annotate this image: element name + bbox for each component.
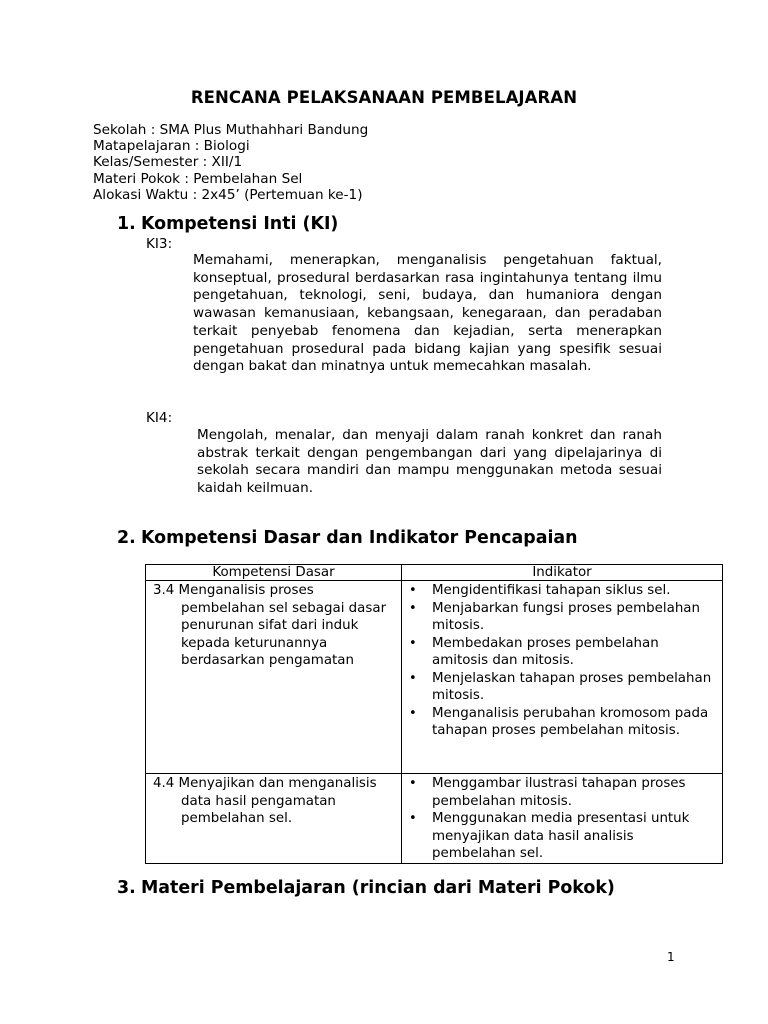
kd-number-text: 3.4 Menganalisis proses (153, 583, 314, 598)
table-cell-indicators (402, 581, 723, 774)
section-3-number: 3. (117, 878, 136, 898)
meta-school: Sekolah : SMA Plus Muthahhari Bandung (93, 122, 369, 138)
competency-table (145, 564, 723, 864)
table-cell-kd (146, 581, 402, 774)
ki4-label: KI4: (146, 410, 173, 426)
table-cell-indicators (402, 774, 723, 864)
section-2-number: 2. (117, 528, 136, 548)
table-row (146, 581, 723, 774)
section-2-heading (117, 528, 578, 548)
kd-continuation-text: data hasil pengamatan pembelahan sel. (181, 793, 336, 826)
header-kompetensi-dasar: Kompetensi Dasar (146, 565, 402, 581)
section-1-heading (117, 214, 338, 234)
ki3-label: KI3: (146, 236, 173, 252)
indicator-item: • Menganalisis perubahan kromosom pada tahapan proses pembelahan mitosis. (432, 705, 718, 740)
kd-continuation-text: pembelahan sel sebagai dasar penurunan sifat dari induk kepada keturunannya berdasarkan pengamatan (181, 600, 387, 668)
header-indikator: Indikator (402, 565, 723, 581)
meta-topic: Materi Pokok : Pembelahan Sel (93, 170, 303, 187)
indicator-item: • Menggunakan media presentasi untuk menyajikan data hasil analisis pembelahan sel. (432, 810, 718, 863)
table-row (146, 774, 723, 864)
ki4-text: Mengolah, menalar, dan menyaji dalam ranah konkret dan ranah abstrak terkait dengan pengembangan dari yang dipelajarinya di sekolah secara mandiri dan mampu menggunakan metoda sesuai kaidah keilmuan. (197, 427, 662, 497)
document-meta (93, 122, 368, 203)
table-header-row (146, 565, 723, 581)
indicator-item: • Membedakan proses pembelahan amitosis dan mitosis. (432, 635, 718, 670)
ki3-text: Memahami, menerapkan, menganalisis pengetahuan faktual, konseptual, prosedural berdasarkan rasa ingintahunya tentang ilmu pengetahuan, teknologi, seni, budaya, dan humaniora dengan wawasan kemanusiaan, kebangsaan, kenegaraan, dan peradaban terkait penyebab fenomena dan kejadian, serta menerapkan pengetahuan prosedural pada bidang kajian yang spesifik sesuai dengan bakat dan minatnya untuk memecahkan masalah. (193, 252, 662, 375)
section-2-title: Kompetensi Dasar dan Indikator Pencapaian (141, 528, 578, 548)
kd-number-text: 4.4 Menyajikan dan menganalisis (153, 776, 377, 791)
meta-subject: Matapelajaran : Biologi (93, 138, 250, 155)
indicator-list (402, 774, 722, 863)
table-cell-kd (146, 774, 402, 864)
page-number: 1 (667, 950, 675, 964)
section-1-number: 1. (117, 214, 136, 234)
section-3-title: Materi Pembelajaran (rincian dari Materi Pokok) (141, 878, 615, 898)
section-1-title: Kompetensi Inti (KI) (141, 214, 339, 234)
meta-time-allocation: Alokasi Waktu : 2x45’ (Pertemuan ke-1) (93, 186, 363, 203)
section-3-heading (117, 878, 615, 898)
indicator-item: • Menjabarkan fungsi proses pembelahan mitosis. (432, 600, 718, 635)
document-title: RENCANA PELAKSANAAN PEMBELAJARAN (190, 88, 578, 107)
indicator-item: • Menggambar ilustrasi tahapan proses pembelahan mitosis. (432, 775, 718, 810)
indicator-item: • Mengidentifikasi tahapan siklus sel. (432, 582, 718, 600)
indicator-list (402, 581, 722, 740)
meta-class-semester: Kelas/Semester : XII/1 (93, 154, 243, 171)
indicator-item: • Menjelaskan tahapan proses pembelahan mitosis. (432, 670, 718, 705)
